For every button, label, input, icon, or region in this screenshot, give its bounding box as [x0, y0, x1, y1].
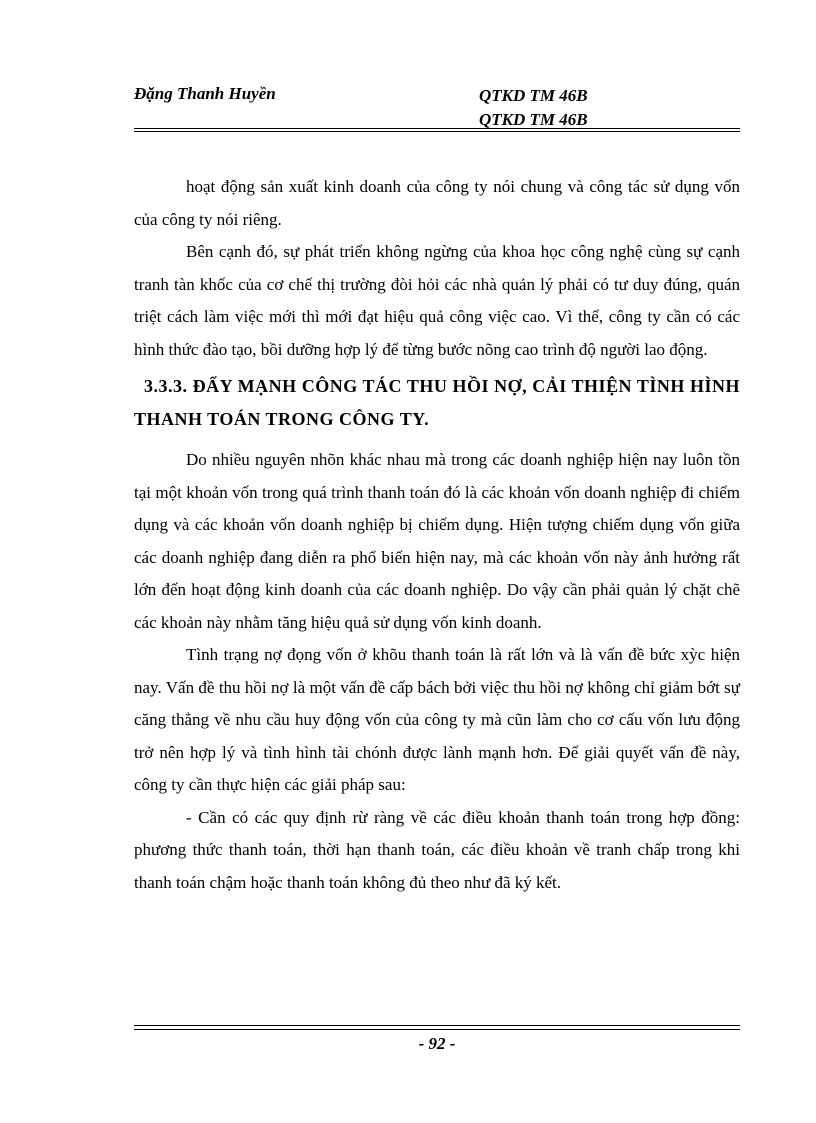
paragraph-section-3: - Cần có các quy định rừ ràng về các điều khoản thanh toán trong hợp đồng: phương thức thanh toán, thời hạn thanh toán, các điều khoản về tranh chấp trong khi thanh toán chậm hoặc thanh toán không đủ theo như đã ký kết. — [134, 807, 740, 892]
class-code — [479, 84, 588, 132]
document-body — [134, 171, 740, 899]
header-rule-secondary — [134, 131, 740, 132]
paragraph-section-2: Tình trạng nợ đọng vốn ở khõu thanh toán là rất lớn và là vấn đề bức xỳc hiện nay. Vấn đề thu hồi nợ là một vấn đề cấp bách bởi việc thu hồi nợ không chỉ giảm bớt sự căng thẳng về nhu cầu huy động vốn của công ty mà cũn làm cho cơ cấu vốn lưu động trở nên hợp lý và tình hình tài chónh được lành mạnh hơn. Để giải quyết vấn đề này, công ty cần thực hiện các giải pháp sau: — [134, 645, 740, 794]
paragraph-intro-1: hoạt động sản xuất kinh doanh của công ty nói chung và công tác sử dụng vốn của công ty nói riêng. — [134, 177, 740, 229]
class-code-line-1: QTKD TM 46B — [479, 86, 588, 105]
footer-rule-secondary — [134, 1029, 740, 1030]
paragraph-section-1: Do nhiều nguyên nhõn khác nhau mà trong các doanh nghiệp hiện nay luôn tồn tại một khoản vốn trong quá trình thanh toán đó là các khoản vốn doanh nghiệp đi chiếm dụng và các khoản vốn doanh nghiệp bị chiếm dụng. Hiện tượng chiếm dụng vốn giữa các doanh nghiệp đang diễn ra phổ biến hiện nay, mà các khoản vốn này ảnh hưởng rất lớn đến hoạt động kinh doanh của các doanh nghiệp. Do vậy cần phải quản lý chặt chẽ các khoản này nhằm tăng hiệu quả sử dụng vốn kinh doanh. — [134, 450, 740, 632]
footer-rule — [134, 1025, 740, 1026]
section-heading: 3.3.3. ĐẨY MẠNH CÔNG TÁC THU HỒI NỢ, CẢI THIỆN TÌNH HÌNH THANH TOÁN TRONG CÔNG TY. — [134, 376, 740, 429]
page-number: - 92 - — [418, 1034, 456, 1053]
paragraph-intro-2: Bên cạnh đó, sự phát triển không ngừng của khoa học công nghệ cùng sự cạnh tranh tàn khốc của cơ chế thị trường đòi hỏi các nhà quản lý phải có tư duy đúng, quán triệt cách làm việc mới thì mới đạt hiệu quả công việc cao. Vì thế, công ty cần có các hình thức đào tạo, bồi dưỡng hợp lý để từng bước nõng cao trình độ người lao động. — [134, 242, 740, 359]
header-rule — [134, 128, 740, 129]
class-code-line-2: QTKD TM 46B — [479, 110, 588, 129]
author-name: Đặng Thanh Huyền — [134, 84, 276, 103]
